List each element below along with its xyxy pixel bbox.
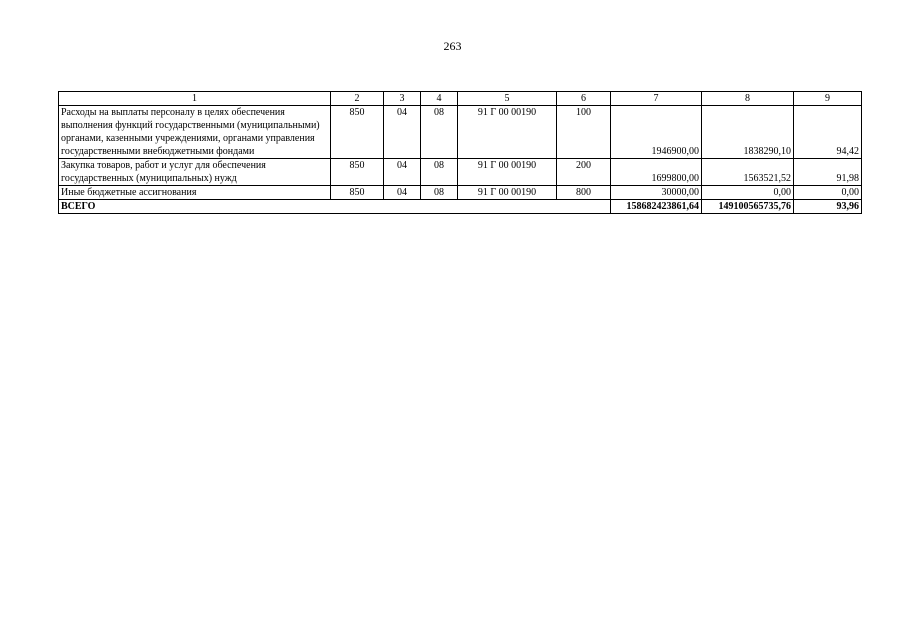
cell-col8: 1838290,10 xyxy=(702,106,794,159)
cell-col9: 0,00 xyxy=(794,186,862,200)
table-row xyxy=(59,186,862,200)
total-col8: 149100565735,76 xyxy=(702,200,794,214)
cell-col5: 91 Г 00 00190 xyxy=(458,106,557,159)
cell-col7: 1699800,00 xyxy=(611,159,702,186)
row-name: Расходы на выплаты персоналу в целях обеспечения выполнения функций государственными (муниципальными) органами, казенными учреждениями, органами управления государственными внебюджетными фондами xyxy=(59,106,331,159)
cell-col2: 850 xyxy=(331,159,384,186)
cell-col9: 91,98 xyxy=(794,159,862,186)
col-number-3: 3 xyxy=(384,92,421,106)
col-number-5: 5 xyxy=(458,92,557,106)
cell-col3: 04 xyxy=(384,106,421,159)
col-number-1: 1 xyxy=(59,92,331,106)
cell-col5: 91 Г 00 00190 xyxy=(458,186,557,200)
col-number-8: 8 xyxy=(702,92,794,106)
table-row xyxy=(59,106,862,159)
cell-col3: 04 xyxy=(384,186,421,200)
cell-col3: 04 xyxy=(384,159,421,186)
cell-col4: 08 xyxy=(421,186,458,200)
cell-col6: 200 xyxy=(557,159,611,186)
page-number: 263 xyxy=(443,39,462,53)
col-number-6: 6 xyxy=(557,92,611,106)
total-label: ВСЕГО xyxy=(59,200,611,214)
cell-col7: 30000,00 xyxy=(611,186,702,200)
col-number-2: 2 xyxy=(331,92,384,106)
cell-col5: 91 Г 00 00190 xyxy=(458,159,557,186)
col-number-4: 4 xyxy=(421,92,458,106)
cell-col7: 1946900,00 xyxy=(611,106,702,159)
cell-col2: 850 xyxy=(331,106,384,159)
col-number-9: 9 xyxy=(794,92,862,106)
cell-col2: 850 xyxy=(331,186,384,200)
cell-col8: 1563521,52 xyxy=(702,159,794,186)
cell-col6: 800 xyxy=(557,186,611,200)
cell-col6: 100 xyxy=(557,106,611,159)
table-row xyxy=(59,159,862,186)
row-name: Иные бюджетные ассигнования xyxy=(59,186,331,200)
cell-col4: 08 xyxy=(421,159,458,186)
budget-table xyxy=(58,91,862,214)
total-col9: 93,96 xyxy=(794,200,862,214)
cell-col4: 08 xyxy=(421,106,458,159)
cell-col9: 94,42 xyxy=(794,106,862,159)
cell-col8: 0,00 xyxy=(702,186,794,200)
total-col7: 158682423861,64 xyxy=(611,200,702,214)
row-name: Закупка товаров, работ и услуг для обеспечения государственных (муниципальных) нужд xyxy=(59,159,331,186)
total-row xyxy=(59,200,862,214)
column-number-row xyxy=(59,92,862,106)
col-number-7: 7 xyxy=(611,92,702,106)
